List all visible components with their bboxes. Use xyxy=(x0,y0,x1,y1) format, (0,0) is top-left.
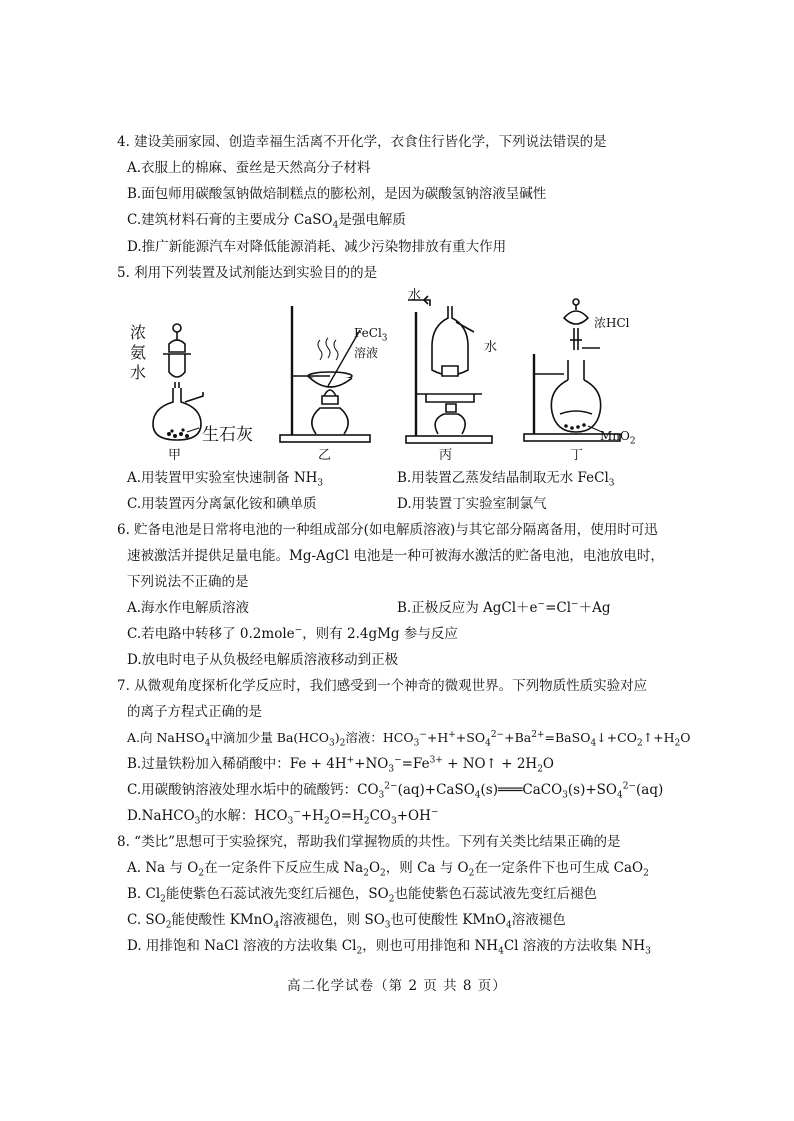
ding-acid-label: 浓HCl xyxy=(594,316,630,330)
q5-option-b: B.用装置乙蒸发结晶制取无水 FeCl$_3$ xyxy=(397,470,615,489)
q5-option-d: D.用装置丁实验室制氯气 xyxy=(397,496,547,512)
yi-reagent1: FeCl$_3$ xyxy=(354,326,388,344)
bing-water-out: 水 xyxy=(484,340,498,355)
q7-option-a: A.向 NaHSO$_4$中滴加少量 $Ba(HCO_3)_2$溶液：$HCO_3^-+H^++SO_4^{2-}+Ba^{2+}=BaSO_4↓+CO_2↑+H_2O$ xyxy=(127,729,691,749)
jia-caption: 甲 xyxy=(168,448,182,463)
q4-option-b: B.面包师用碳酸氢钠做焙制糕点的膨松剂，是因为碳酸氢钠溶液呈碱性 xyxy=(127,186,547,202)
jia-reagent-mid: 氨 xyxy=(130,343,147,362)
q8-stem: 8. “类比”思想可于实验探究，帮助我们掌握物质的共性。下列有关类比结果正确的是 xyxy=(117,834,621,850)
yi-caption: 乙 xyxy=(318,448,332,463)
jia-reagent-bot: 水 xyxy=(130,363,147,382)
q7-option-d: D.NaHCO$_3$的水解：$HCO_3^-+H_2O=H_2CO_3+OH^-$ xyxy=(127,807,439,827)
q6-stem-line3: 下列说法不正确的是 xyxy=(127,574,249,590)
jia-solid-label: 生石灰 xyxy=(202,425,253,445)
jia-reagent-top: 浓 xyxy=(130,323,147,342)
q8-option-b: B. $Cl_2$能使紫色石蕊试液先变红后褪色，$SO_2$也能使紫色石蕊试液先变红后褪色 xyxy=(127,886,597,905)
q8-option-d: D. 用排饱和 NaCl 溶液的方法收集 $Cl_2$，则也可用排饱和 $NH_4Cl$ 溶液的方法收集 $NH_3$ xyxy=(127,938,651,957)
apparatus-bing xyxy=(402,284,512,452)
q5-option-c: C.用装置丙分离氯化铵和碘单质 xyxy=(127,496,317,512)
q5-option-a: A.用装置甲实验室快速制备 $NH_3$ xyxy=(127,470,324,489)
ding-solid-label: MnO$_2$ xyxy=(600,429,636,447)
q7-option-c: C.用碳酸钠溶液处理水垢中的硫酸钙：$CO_3^{2-}(aq)+CaSO_4(s)═══CaCO_3(s)+SO_4^{2-}(aq)$ xyxy=(127,781,664,801)
bing-caption: 丙 xyxy=(439,448,453,463)
q6-stem-line2: 速被激活并提供足量电能。Mg-AgCl 电池是一种可被海水激活的贮备电池，电池放电时， xyxy=(127,548,664,564)
q6-option-a: A.海水作电解质溶液 xyxy=(127,600,250,616)
q6-option-b: B.正极反应为 AgCl＋e−=Cl−＋Ag xyxy=(397,599,611,616)
q7-option-b: B.过量铁粉加入稀硝酸中：$Fe + 4H^++NO_3^-=Fe^{3+}$ + NO↑ + $2H_2O$ xyxy=(127,755,554,775)
q4-option-d: D.推广新能源汽车对降低能源消耗、减少污染物排放有重大作用 xyxy=(127,239,507,255)
q4-option-a: A.衣服上的棉麻、蚕丝是天然高分子材料 xyxy=(127,160,371,176)
q4-stem: 4. 建设美丽家园、创造幸福生活离不开化学，衣食住行皆化学，下列说法错误的是 xyxy=(117,134,607,150)
q7-stem-line1: 7. 从微观角度探析化学反应时，我们感受到一个神奇的微观世界。下列物质性质实验对应 xyxy=(117,678,648,694)
page-footer: 高二化学试卷（第 2 页 共 8 页） xyxy=(287,978,507,994)
q5-stem: 5. 利用下列装置及试剂能达到实验目的的是 xyxy=(117,265,378,281)
q4-option-c: C.建筑材料石膏的主要成分 CaSO$_4$是强电解质 xyxy=(127,212,406,231)
q6-option-c: C.若电路中转移了 0.2mole−，则有 2.4gMg 参与反应 xyxy=(127,625,458,642)
ding-caption: 丁 xyxy=(570,448,584,463)
q6-stem-line1: 6. 贮备电池是日常将电池的一种组成部分(如电解质溶液)与其它部分隔离备用，使用时可迅 xyxy=(117,522,658,538)
q7-stem-line2: 的离子方程式正确的是 xyxy=(127,704,262,720)
q8-option-c: C. $SO_2$能使酸性 KMnO$_4$溶液褪色，则 $SO_3$也可使酸性 KMnO$_4$溶液褪色 xyxy=(127,912,566,931)
apparatus-yi xyxy=(272,300,392,450)
bing-water-in: 水 xyxy=(408,288,422,303)
q8-option-a: A. Na 与 $O_2$在一定条件下反应生成 $Na_2O_2$，则 Ca 与 $O_2$在一定条件下也可生成 CaO$_2$ xyxy=(127,860,649,879)
q6-option-d: D.放电时电子从负极经电解质溶液移动到正极 xyxy=(127,652,399,668)
yi-reagent2: 溶液 xyxy=(354,346,379,360)
